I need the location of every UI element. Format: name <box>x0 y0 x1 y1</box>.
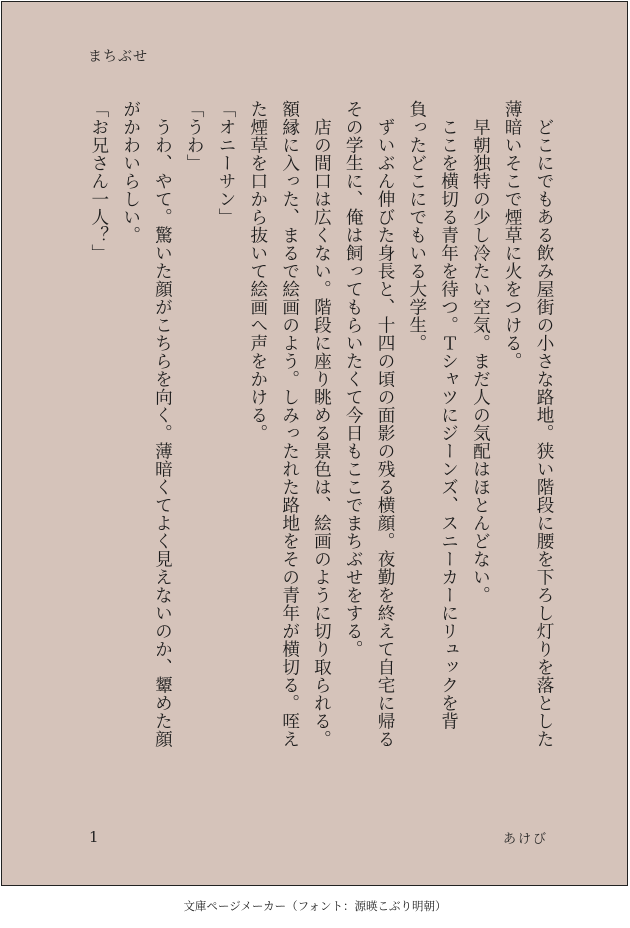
text-line: 早朝独特の少し冷たい空気。まだ人の気配はほとんどない。 <box>470 100 491 604</box>
text-line: 負ったどこにでもいる大学生。 <box>406 100 427 352</box>
text-line: ずいぶん伸びた身長と、十四の頃の面影の残る横顔。夜勤を終えて自宅に帰る <box>375 100 396 748</box>
author-name: あけび <box>503 832 549 847</box>
text-line: がかわいらしい。 <box>120 100 141 244</box>
text-line: 「お兄さん一人？」 <box>88 100 109 262</box>
text-line: た煙草を口から抜いて絵画へ声をかける。 <box>247 100 268 442</box>
footer-credit: 文庫ページメーカー（フォント：源暎こぶり明朝） <box>183 899 447 913</box>
vertical-body-text <box>82 100 559 820</box>
book-page <box>1 1 628 886</box>
page-header-title: まちぶせ <box>88 49 148 65</box>
text-line: どこにでもある飲み屋街の小さな路地。狭い階段に腰を下ろし灯りを落とした <box>534 100 554 748</box>
text-line: 「うわ」 <box>184 100 205 172</box>
text-line: 「オニーサン」 <box>216 100 237 226</box>
text-line: 薄暗いそこで煙草に火をつける。 <box>502 100 523 370</box>
text-line: ここを横切る青年を待つ。Ｔシャツにジーンズ、スニーカーにリュックを背 <box>438 100 459 730</box>
text-line: うわ、やて。驚いた顔がこちらを向く。薄暗くてよく見えないのか、顰めた顔 <box>152 100 173 748</box>
text-line: 店の間口は広くない。階段に座り眺める景色は、絵画のように切り取られる。 <box>311 100 332 748</box>
text-line: その学生に、俺は飼ってもらいたくて今日もここでまちぶせをする。 <box>343 100 364 658</box>
text-line: 額縁に入った、まるで絵画のよう。しみったれた路地をその青年が横切る。咥え <box>279 100 300 748</box>
page-number: 1 <box>89 828 99 846</box>
